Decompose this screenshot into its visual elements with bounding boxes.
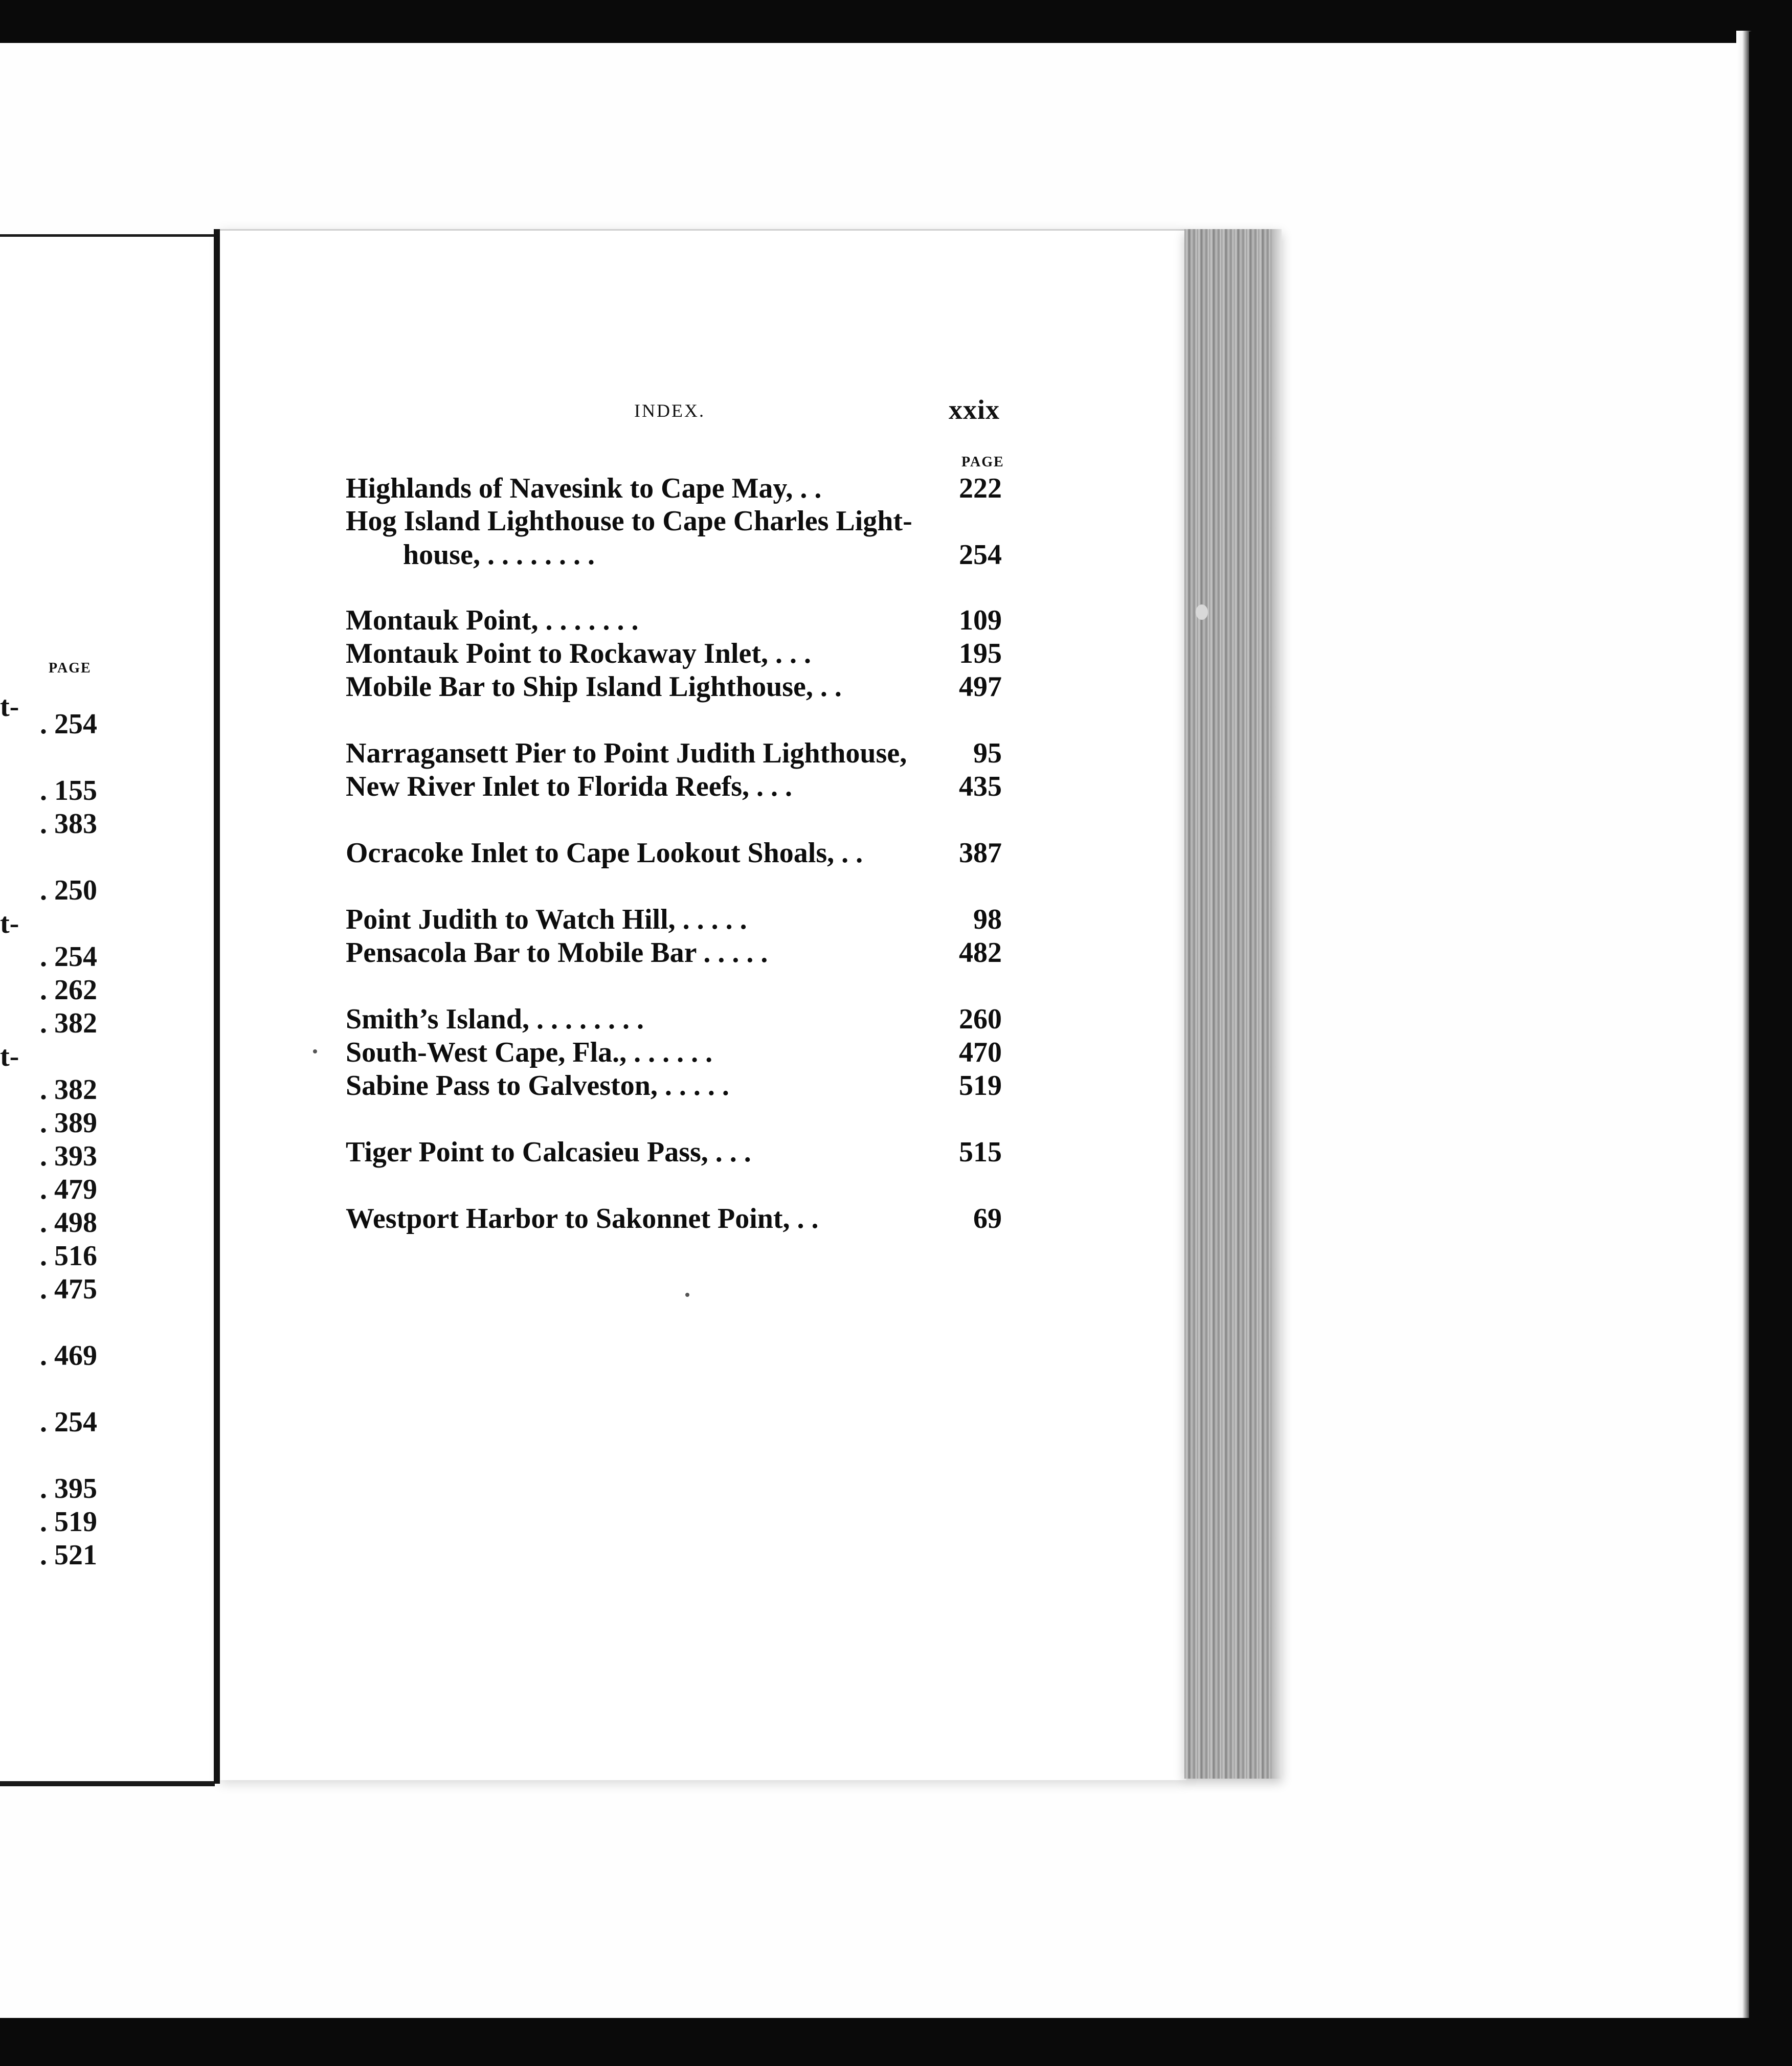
left-row-fragment: t- bbox=[0, 908, 19, 939]
entry-text: Montauk Point to Rockaway Inlet, . . . bbox=[346, 638, 812, 669]
index-entry bbox=[346, 736, 1002, 770]
entry-text: Montauk Point, . . . . . . . bbox=[346, 604, 639, 636]
entry-text: South-West Cape, Fla., . . . . . . bbox=[346, 1037, 713, 1068]
index-entry bbox=[346, 670, 1002, 704]
entry-page: 519 bbox=[959, 1070, 1002, 1102]
entry-page: 109 bbox=[959, 604, 1002, 636]
entry-text: Sabine Pass to Galveston, . . . . . bbox=[346, 1070, 729, 1102]
left-index-row bbox=[0, 1173, 97, 1206]
entry-page: 195 bbox=[959, 638, 1002, 669]
entry-text: Pensacola Bar to Mobile Bar . . . . . bbox=[346, 937, 768, 969]
index-entry bbox=[346, 1069, 1002, 1103]
entry-page: 435 bbox=[959, 771, 1002, 802]
left-index-row bbox=[0, 807, 97, 841]
entry-text: New River Inlet to Florida Reefs, . . . bbox=[346, 771, 793, 802]
left-index-row bbox=[0, 1139, 97, 1173]
entry-text: Hog Island Lighthouse to Cape Charles Light- bbox=[346, 505, 912, 537]
index-entry-continuation bbox=[403, 538, 1002, 572]
left-row-page: . 469 bbox=[40, 1340, 97, 1372]
entry-page: 497 bbox=[959, 671, 1002, 703]
index-entry bbox=[346, 836, 1002, 870]
book-gutter bbox=[214, 229, 220, 1784]
entry-text: Smith’s Island, . . . . . . . . bbox=[346, 1003, 644, 1035]
running-head: INDEX. bbox=[634, 400, 705, 421]
index-entry bbox=[346, 903, 1002, 936]
index-entry bbox=[346, 504, 1002, 538]
index-entry bbox=[346, 1002, 1002, 1036]
left-row-page: . 382 bbox=[40, 1074, 97, 1106]
left-row-page: . 479 bbox=[40, 1174, 97, 1205]
index-entry bbox=[346, 603, 1002, 637]
left-index-row bbox=[0, 1405, 97, 1439]
entry-text: Westport Harbor to Sakonnet Point, . . bbox=[346, 1203, 819, 1234]
scan-border-bottom bbox=[0, 2018, 1792, 2066]
entry-text: Ocracoke Inlet to Cape Lookout Shoals, . . bbox=[346, 837, 863, 869]
scan-speck bbox=[685, 1293, 689, 1297]
entry-text: Narragansett Pier to Point Judith Lighthouse, bbox=[346, 737, 907, 769]
left-row-page: . 498 bbox=[40, 1207, 97, 1239]
left-row-page: . 254 bbox=[40, 708, 97, 740]
entry-page: 222 bbox=[959, 473, 1002, 504]
entry-page: 69 bbox=[973, 1203, 1002, 1234]
left-index-row bbox=[0, 907, 97, 940]
entry-page: 254 bbox=[959, 539, 1002, 571]
index-entry bbox=[346, 1135, 1002, 1169]
left-row-fragment: t- bbox=[0, 1041, 19, 1072]
left-row-page: . 383 bbox=[40, 808, 97, 840]
left-index-row bbox=[0, 1538, 97, 1572]
left-index-row bbox=[0, 973, 97, 1007]
index-entry bbox=[346, 770, 1002, 803]
left-index-row bbox=[0, 1006, 97, 1040]
left-row-fragment: t- bbox=[0, 691, 19, 723]
left-index-row bbox=[0, 1505, 97, 1539]
entry-page: 482 bbox=[959, 937, 1002, 969]
left-index-row bbox=[0, 774, 97, 807]
entry-page: 260 bbox=[959, 1003, 1002, 1035]
scan-speck bbox=[1196, 604, 1208, 620]
left-row-page: . 519 bbox=[40, 1506, 97, 1538]
left-index-row bbox=[0, 1206, 97, 1240]
entry-page: 387 bbox=[959, 837, 1002, 869]
left-index-row bbox=[0, 1472, 97, 1506]
left-page-column-header: PAGE bbox=[49, 660, 92, 676]
page-edges bbox=[1184, 229, 1282, 1779]
scan-border-top-inner bbox=[0, 32, 1739, 43]
left-row-page: . 155 bbox=[40, 775, 97, 806]
left-index-row bbox=[0, 1040, 97, 1073]
left-row-page: . 395 bbox=[40, 1473, 97, 1504]
index-entry bbox=[346, 637, 1002, 670]
scan-border-top bbox=[0, 0, 1792, 32]
left-index-row bbox=[0, 1339, 97, 1373]
left-row-page: . 393 bbox=[40, 1140, 97, 1172]
left-index-row bbox=[0, 1073, 97, 1107]
left-row-page: . 516 bbox=[40, 1240, 97, 1272]
left-row-page: . 254 bbox=[40, 941, 97, 973]
left-index-row bbox=[0, 1239, 97, 1273]
left-index-row bbox=[0, 940, 97, 974]
left-index-row bbox=[0, 1272, 97, 1306]
scan-speck bbox=[313, 1049, 317, 1053]
index-entry bbox=[346, 1036, 1002, 1069]
left-row-page: . 250 bbox=[40, 874, 97, 906]
entry-page: 515 bbox=[959, 1136, 1002, 1168]
entry-text: house, . . . . . . . . bbox=[403, 539, 595, 571]
column-header-page: PAGE bbox=[961, 454, 1004, 470]
index-entry bbox=[346, 936, 1002, 970]
left-index-row bbox=[0, 873, 97, 907]
entry-text: Highlands of Navesink to Cape May, . . bbox=[346, 473, 822, 504]
left-row-page: . 262 bbox=[40, 974, 97, 1006]
left-row-page: . 389 bbox=[40, 1107, 97, 1139]
entry-text: Point Judith to Watch Hill, . . . . . bbox=[346, 904, 747, 935]
left-row-page: . 382 bbox=[40, 1007, 97, 1039]
left-index-row bbox=[0, 707, 97, 741]
left-page bbox=[0, 234, 215, 1786]
index-entry bbox=[346, 1202, 1002, 1236]
scan-border-right bbox=[1749, 32, 1792, 2021]
index-entry bbox=[346, 471, 1002, 505]
page-number: xxix bbox=[949, 394, 1000, 425]
entry-text: Tiger Point to Calcasieu Pass, . . . bbox=[346, 1136, 751, 1168]
left-index-row bbox=[0, 1106, 97, 1140]
entry-page: 470 bbox=[959, 1037, 1002, 1068]
left-row-page: . 521 bbox=[40, 1539, 97, 1571]
entry-page: 95 bbox=[973, 737, 1002, 769]
left-row-page: . 475 bbox=[40, 1273, 97, 1305]
left-row-page: . 254 bbox=[40, 1406, 97, 1438]
entry-text: Mobile Bar to Ship Island Lighthouse, . . bbox=[346, 671, 842, 703]
entry-page: 98 bbox=[973, 904, 1002, 935]
